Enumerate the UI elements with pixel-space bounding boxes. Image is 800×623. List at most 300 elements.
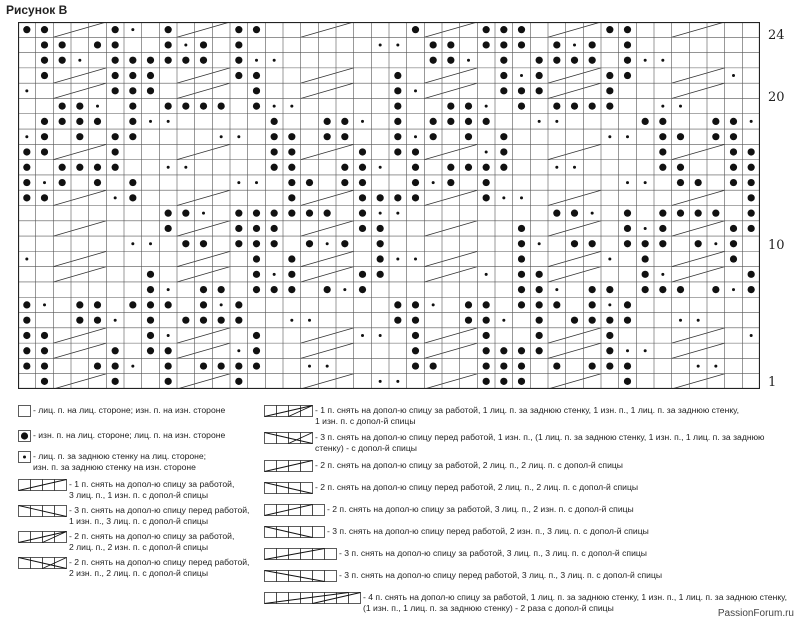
- row-number-20: 20: [768, 90, 785, 105]
- legend-item: [264, 570, 662, 582]
- purl-dot: [235, 317, 242, 324]
- purl-dot: [129, 194, 136, 201]
- twisted-knit-dot: [644, 349, 647, 352]
- purl-dot: [288, 148, 295, 155]
- twisted-knit-dot: [555, 120, 558, 123]
- purl-dot: [412, 317, 419, 324]
- purl-dot: [253, 347, 260, 354]
- purl-dot: [430, 57, 437, 64]
- purl-dot: [23, 332, 30, 339]
- twisted-knit-dot: [326, 242, 329, 245]
- cable-symbol: [672, 251, 725, 266]
- purl-dot: [748, 286, 755, 293]
- purl-dot: [624, 72, 631, 79]
- purl-dot: [200, 41, 207, 48]
- twisted-cable-left-icon: [264, 432, 313, 444]
- purl-dot: [76, 301, 83, 308]
- purl-dot: [659, 164, 666, 171]
- purl-dot: [41, 148, 48, 155]
- purl-dot: [553, 210, 560, 217]
- purl-dot: [112, 87, 119, 94]
- twisted-knit-dot: [237, 181, 240, 184]
- purl-dot: [518, 41, 525, 48]
- legend-text: - 2 п. снять на допол-ю спицу перед работой, 2 изн. п., 2 лиц. п. с допол-й спицы: [69, 557, 250, 578]
- purl-dot: [659, 225, 666, 232]
- cable-symbol: [177, 22, 230, 37]
- purl-dot: [271, 286, 278, 293]
- purl-dot: [518, 347, 525, 354]
- purl-dot: [483, 347, 490, 354]
- purl-dot: [447, 118, 454, 125]
- purl-dot: [306, 179, 313, 186]
- purl-dot: [500, 164, 507, 171]
- cable-symbol: [548, 343, 601, 358]
- purl-dot: [59, 118, 66, 125]
- purl-dot: [288, 271, 295, 278]
- purl-dot: [748, 225, 755, 232]
- purl-dot: [253, 210, 260, 217]
- purl-dot: [659, 118, 666, 125]
- purl-dot: [182, 240, 189, 247]
- purl-dot: [200, 57, 207, 64]
- purl-dot: [41, 72, 48, 79]
- cable-symbol: [301, 221, 354, 236]
- cable-symbol: [301, 267, 354, 282]
- purl-dot: [518, 286, 525, 293]
- purl-dot: [288, 194, 295, 201]
- twisted-knit-dot: [167, 288, 170, 291]
- twisted-knit-dot: [432, 181, 435, 184]
- purl-dot: [23, 317, 30, 324]
- purl-dot: [377, 271, 384, 278]
- legend-text: - 2 п. снять на допол-ю спицу перед работой, 2 лиц. п., 2 лиц. п. с допол-й спицы: [315, 482, 639, 492]
- purl-dot: [218, 362, 225, 369]
- purl-dot: [606, 362, 613, 369]
- purl-dot: [695, 240, 702, 247]
- legend-item: [18, 557, 249, 578]
- purl-dot: [447, 41, 454, 48]
- purl-dot: [553, 41, 560, 48]
- purl-dot: [112, 57, 119, 64]
- purl-dot: [412, 148, 419, 155]
- twisted-knit-dot: [608, 303, 611, 306]
- cable-symbol: [548, 374, 601, 389]
- twisted-knit-dot: [361, 120, 364, 123]
- purl-dot: [518, 378, 525, 385]
- purl-dot: [218, 286, 225, 293]
- purl-dot: [483, 118, 490, 125]
- twisted-knit-dot: [25, 258, 28, 261]
- twisted-knit-dot: [326, 365, 329, 368]
- purl-dot: [536, 286, 543, 293]
- cable-4-left-icon: [18, 505, 67, 517]
- cable-symbol: [672, 22, 725, 37]
- purl-dot: [695, 210, 702, 217]
- watermark: PassionForum.ru: [717, 608, 794, 619]
- legend-item: [264, 405, 739, 426]
- twisted-knit-dot: [396, 43, 399, 46]
- legend-text: - 3 п. снять на допол-ю спицу перед работой, 1 изн. п., 3 лиц. п. с допол-й спицы: [69, 505, 250, 526]
- grid-lines: [18, 22, 760, 389]
- purl-dot: [41, 57, 48, 64]
- purl-dot: [447, 103, 454, 110]
- purl-dot: [518, 362, 525, 369]
- purl-dot: [129, 72, 136, 79]
- purl-dot: [483, 317, 490, 324]
- purl-dot: [606, 332, 613, 339]
- twisted-knit-dot: [626, 181, 629, 184]
- purl-dot: [748, 179, 755, 186]
- legend-item: [264, 432, 764, 453]
- purl-dot: [518, 225, 525, 232]
- purl-dot: [571, 103, 578, 110]
- twisted-knit-dot: [750, 120, 753, 123]
- purl-dot: [359, 286, 366, 293]
- purl-dot: [324, 133, 331, 140]
- twisted-knit-dot: [502, 319, 505, 322]
- twisted-knit-dot: [485, 273, 488, 276]
- cable-symbol: [53, 144, 106, 159]
- purl-dot: [165, 57, 172, 64]
- purl-dot: [571, 317, 578, 324]
- purl-dot: [218, 317, 225, 324]
- purl-dot: [341, 118, 348, 125]
- twisted-knit-dot: [237, 135, 240, 138]
- legend-text: - лиц. п. за заднюю стенку на лиц. стороне; изн. п. за заднюю стенку на изн. стороне: [33, 451, 207, 472]
- purl-dot: [165, 301, 172, 308]
- purl-dot: [659, 286, 666, 293]
- cable-symbol: [548, 144, 601, 159]
- purl-dot: [536, 72, 543, 79]
- purl-dot: [500, 347, 507, 354]
- purl-dot: [41, 118, 48, 125]
- cable-5-right-icon: [264, 504, 325, 516]
- purl-dot: [147, 271, 154, 278]
- purl-dot: [41, 133, 48, 140]
- cable-symbol: [53, 267, 106, 282]
- purl-dot: [359, 148, 366, 155]
- purl-dot: [730, 179, 737, 186]
- purl-dot: [536, 301, 543, 308]
- purl-dot: [271, 133, 278, 140]
- twisted-knit-dot: [555, 166, 558, 169]
- small-dot-cell-icon: [18, 451, 31, 463]
- purl-dot: [377, 255, 384, 262]
- purl-dot: [447, 179, 454, 186]
- purl-dot: [41, 26, 48, 33]
- purl-dot: [589, 240, 596, 247]
- purl-dot: [253, 103, 260, 110]
- cable-symbol: [672, 68, 725, 83]
- purl-dot: [324, 210, 331, 217]
- purl-dot: [624, 26, 631, 33]
- twisted-knit-dot: [114, 319, 117, 322]
- legend-left: [18, 405, 258, 580]
- cable-symbol: [177, 267, 230, 282]
- purl-dot: [695, 179, 702, 186]
- purl-dot: [165, 41, 172, 48]
- purl-dot: [465, 164, 472, 171]
- cable-symbol: [301, 22, 354, 37]
- cable-symbol: [177, 374, 230, 389]
- purl-dot: [712, 286, 719, 293]
- legend-text: - 3 п. снять на допол-ю спицу перед работой, 3 лиц. п., 3 лиц. п. с допол-й спицы: [339, 570, 663, 580]
- cable-symbol: [301, 144, 354, 159]
- cable-symbol: [672, 190, 725, 205]
- cable-symbol: [424, 68, 477, 83]
- purl-dot: [606, 87, 613, 94]
- purl-dot: [23, 194, 30, 201]
- knitting-chart: [18, 22, 760, 389]
- purl-dot: [518, 271, 525, 278]
- legend-text: - 1 п. снять на допол-ю спицу за работой, 3 лиц. п., 1 изн. п. с допол-й спицы: [69, 479, 235, 500]
- purl-dot: [748, 194, 755, 201]
- purl-dot: [359, 210, 366, 217]
- purl-dot: [112, 72, 119, 79]
- purl-dot: [394, 118, 401, 125]
- purl-dot: [23, 301, 30, 308]
- purl-dot: [748, 210, 755, 217]
- purl-dot: [253, 286, 260, 293]
- purl-dot: [76, 317, 83, 324]
- purl-dot: [412, 332, 419, 339]
- purl-dot: [253, 255, 260, 262]
- purl-dot: [23, 26, 30, 33]
- purl-dot: [677, 133, 684, 140]
- purl-dot: [377, 240, 384, 247]
- twisted-knit-dot: [432, 303, 435, 306]
- purl-dot: [76, 164, 83, 171]
- purl-dot: [271, 240, 278, 247]
- purl-dot: [59, 103, 66, 110]
- purl-dot: [59, 41, 66, 48]
- purl-dot: [147, 87, 154, 94]
- twisted-knit-dot: [167, 334, 170, 337]
- legend-text: - 4 п. снять на допол-ю спицу за работой, 1 лиц. п. за заднюю стенку, 1 изн. п., 1 лиц. п. за заднюю стенку, (1 изн. п., 1 лиц. п. за заднюю стенку) - 2 раза с допол-й спицы: [363, 592, 787, 613]
- twisted-knit-dot: [131, 365, 134, 368]
- purl-dot: [200, 103, 207, 110]
- cable-symbol: [53, 190, 106, 205]
- legend-item: [18, 451, 206, 472]
- twisted-knit-dot: [644, 227, 647, 230]
- purl-dot: [23, 148, 30, 155]
- purl-dot: [41, 378, 48, 385]
- purl-dot: [589, 362, 596, 369]
- purl-dot: [341, 164, 348, 171]
- row-number-10: 10: [768, 238, 785, 253]
- cable-symbol: [424, 267, 477, 282]
- purl-dot: [288, 179, 295, 186]
- twisted-knit-dot: [573, 166, 576, 169]
- purl-dot: [76, 103, 83, 110]
- purl-dot: [341, 240, 348, 247]
- twisted-knit-dot: [697, 319, 700, 322]
- twisted-knit-dot: [255, 59, 258, 62]
- twisted-knit-dot: [714, 242, 717, 245]
- twisted-knit-dot: [379, 380, 382, 383]
- purl-dot: [271, 225, 278, 232]
- purl-dot: [659, 148, 666, 155]
- twisted-knit-dot: [255, 181, 258, 184]
- twisted-knit-dot: [538, 120, 541, 123]
- purl-dot: [412, 26, 419, 33]
- cable-symbol: [53, 328, 106, 343]
- twisted-knit-dot: [555, 288, 558, 291]
- twisted-knit-dot: [732, 288, 735, 291]
- twisted-knit-dot: [167, 120, 170, 123]
- legend-text: - 3 п. снять на допол-ю спицу перед работой, 2 изн. п., 3 лиц. п. с допол-й спицы: [327, 526, 649, 536]
- purl-dot: [129, 103, 136, 110]
- cable-symbol: [177, 328, 230, 343]
- legend-text: - 3 п. снять на допол-ю спицу за работой, 3 лиц. п., 3 лиц. п. с допол-й спицы: [339, 548, 647, 558]
- twisted-knit-dot: [750, 334, 753, 337]
- purl-dot: [624, 57, 631, 64]
- purl-dot: [288, 133, 295, 140]
- purl-dot: [235, 41, 242, 48]
- legend-text: - 2 п. снять на допол-ю спицу за работой, 3 лиц. п., 2 изн. п. с допол-й спицы: [327, 504, 634, 514]
- purl-dot: [536, 347, 543, 354]
- twisted-knit-dot: [644, 59, 647, 62]
- purl-dot: [129, 301, 136, 308]
- purl-dot: [412, 362, 419, 369]
- twisted-knit-dot: [679, 105, 682, 108]
- purl-dot: [394, 317, 401, 324]
- purl-dot: [235, 210, 242, 217]
- legend-item: [18, 479, 234, 500]
- purl-dot: [271, 164, 278, 171]
- twisted-knit-dot: [308, 365, 311, 368]
- purl-dot: [306, 210, 313, 217]
- twisted-knit-dot: [396, 258, 399, 261]
- purl-dot: [394, 194, 401, 201]
- purl-dot: [606, 286, 613, 293]
- twisted-knit-dot: [149, 120, 152, 123]
- purl-dot: [271, 118, 278, 125]
- purl-dot: [748, 148, 755, 155]
- twisted-knit-dot: [220, 303, 223, 306]
- cable-symbol: [548, 22, 601, 37]
- twisted-knit-dot: [714, 365, 717, 368]
- purl-dot: [624, 378, 631, 385]
- purl-dot: [447, 57, 454, 64]
- cable-symbol: [177, 68, 230, 83]
- cable-symbol: [548, 267, 601, 282]
- twisted-knit-dot: [414, 258, 417, 261]
- purl-dot: [129, 87, 136, 94]
- purl-dot: [359, 194, 366, 201]
- cable-symbol: [548, 221, 601, 236]
- purl-dot: [430, 118, 437, 125]
- purl-dot: [165, 225, 172, 232]
- purl-dot: [589, 317, 596, 324]
- purl-dot: [200, 240, 207, 247]
- purl-dot: [624, 362, 631, 369]
- cable-symbol: [548, 190, 601, 205]
- twisted-knit-dot: [43, 303, 46, 306]
- purl-dot: [41, 332, 48, 339]
- purl-dot: [253, 26, 260, 33]
- purl-dot: [571, 240, 578, 247]
- purl-dot: [483, 378, 490, 385]
- purl-dot: [359, 225, 366, 232]
- purl-dot: [235, 362, 242, 369]
- twisted-knit-dot: [361, 334, 364, 337]
- twisted-knit-dot: [573, 43, 576, 46]
- purl-dot: [606, 72, 613, 79]
- purl-dot: [606, 347, 613, 354]
- cable-symbol: [53, 83, 106, 98]
- cable-symbol: [424, 221, 477, 236]
- cable-symbol: [424, 343, 477, 358]
- cable-symbol: [53, 251, 106, 266]
- twisted-knit-dot: [679, 319, 682, 322]
- cable-symbol: [53, 343, 106, 358]
- purl-dot: [147, 317, 154, 324]
- purl-dot: [483, 301, 490, 308]
- twisted-knit-dot: [131, 242, 134, 245]
- purl-dot: [730, 255, 737, 262]
- purl-dot: [712, 118, 719, 125]
- purl-dot: [500, 362, 507, 369]
- purl-dot: [730, 148, 737, 155]
- purl-dot: [324, 118, 331, 125]
- twisted-cable-right-icon: [264, 405, 313, 417]
- purl-dot: [147, 72, 154, 79]
- purl-dot: [412, 164, 419, 171]
- cable-symbol: [672, 83, 725, 98]
- purl-dot: [571, 210, 578, 217]
- cable-symbol: [177, 83, 230, 98]
- twisted-knit-dot: [184, 43, 187, 46]
- purl-dot: [553, 57, 560, 64]
- purl-dot: [483, 164, 490, 171]
- purl-dot: [518, 26, 525, 33]
- legend-text: - 2 п. снять на допол-ю спицу за работой, 2 лиц. п., 2 изн. п. с допол-й спицы: [69, 531, 235, 552]
- twisted-knit-dot: [273, 273, 276, 276]
- legend-item: [264, 460, 623, 472]
- cable-symbol: [424, 328, 477, 343]
- twisted-knit-dot: [502, 196, 505, 199]
- purl-dot: [624, 317, 631, 324]
- twisted-knit-dot: [396, 380, 399, 383]
- purl-dot: [730, 240, 737, 247]
- purl-dot: [536, 271, 543, 278]
- twisted-knit-dot: [644, 181, 647, 184]
- twisted-knit-dot: [290, 105, 293, 108]
- purl-dot: [200, 317, 207, 324]
- purl-dot: [306, 240, 313, 247]
- purl-dot: [465, 103, 472, 110]
- purl-dot: [94, 362, 101, 369]
- purl-dot: [218, 103, 225, 110]
- purl-dot: [394, 72, 401, 79]
- purl-dot: [41, 41, 48, 48]
- legend-text: - 2 п. снять на допол-ю спицу за работой, 2 лиц. п., 2 лиц. п. с допол-й спицы: [315, 460, 623, 470]
- purl-dot: [23, 164, 30, 171]
- purl-dot: [394, 301, 401, 308]
- purl-dot: [589, 103, 596, 110]
- cable-4-right-purl2-icon: [18, 531, 67, 543]
- cable-4-right-icon: [18, 479, 67, 491]
- purl-dot: [23, 179, 30, 186]
- purl-dot: [112, 41, 119, 48]
- purl-dot: [412, 179, 419, 186]
- purl-dot: [518, 103, 525, 110]
- legend-text: - 3 п. снять на допол-ю спицу перед работой, 1 изн. п., (1 лиц. п. за заднюю стенку, 1 изн. п., 1 лиц. п. за заднюю стенку) - с допол-й спицы: [315, 432, 765, 453]
- purl-dot: [23, 362, 30, 369]
- purl-dot: [730, 225, 737, 232]
- purl-dot: [235, 26, 242, 33]
